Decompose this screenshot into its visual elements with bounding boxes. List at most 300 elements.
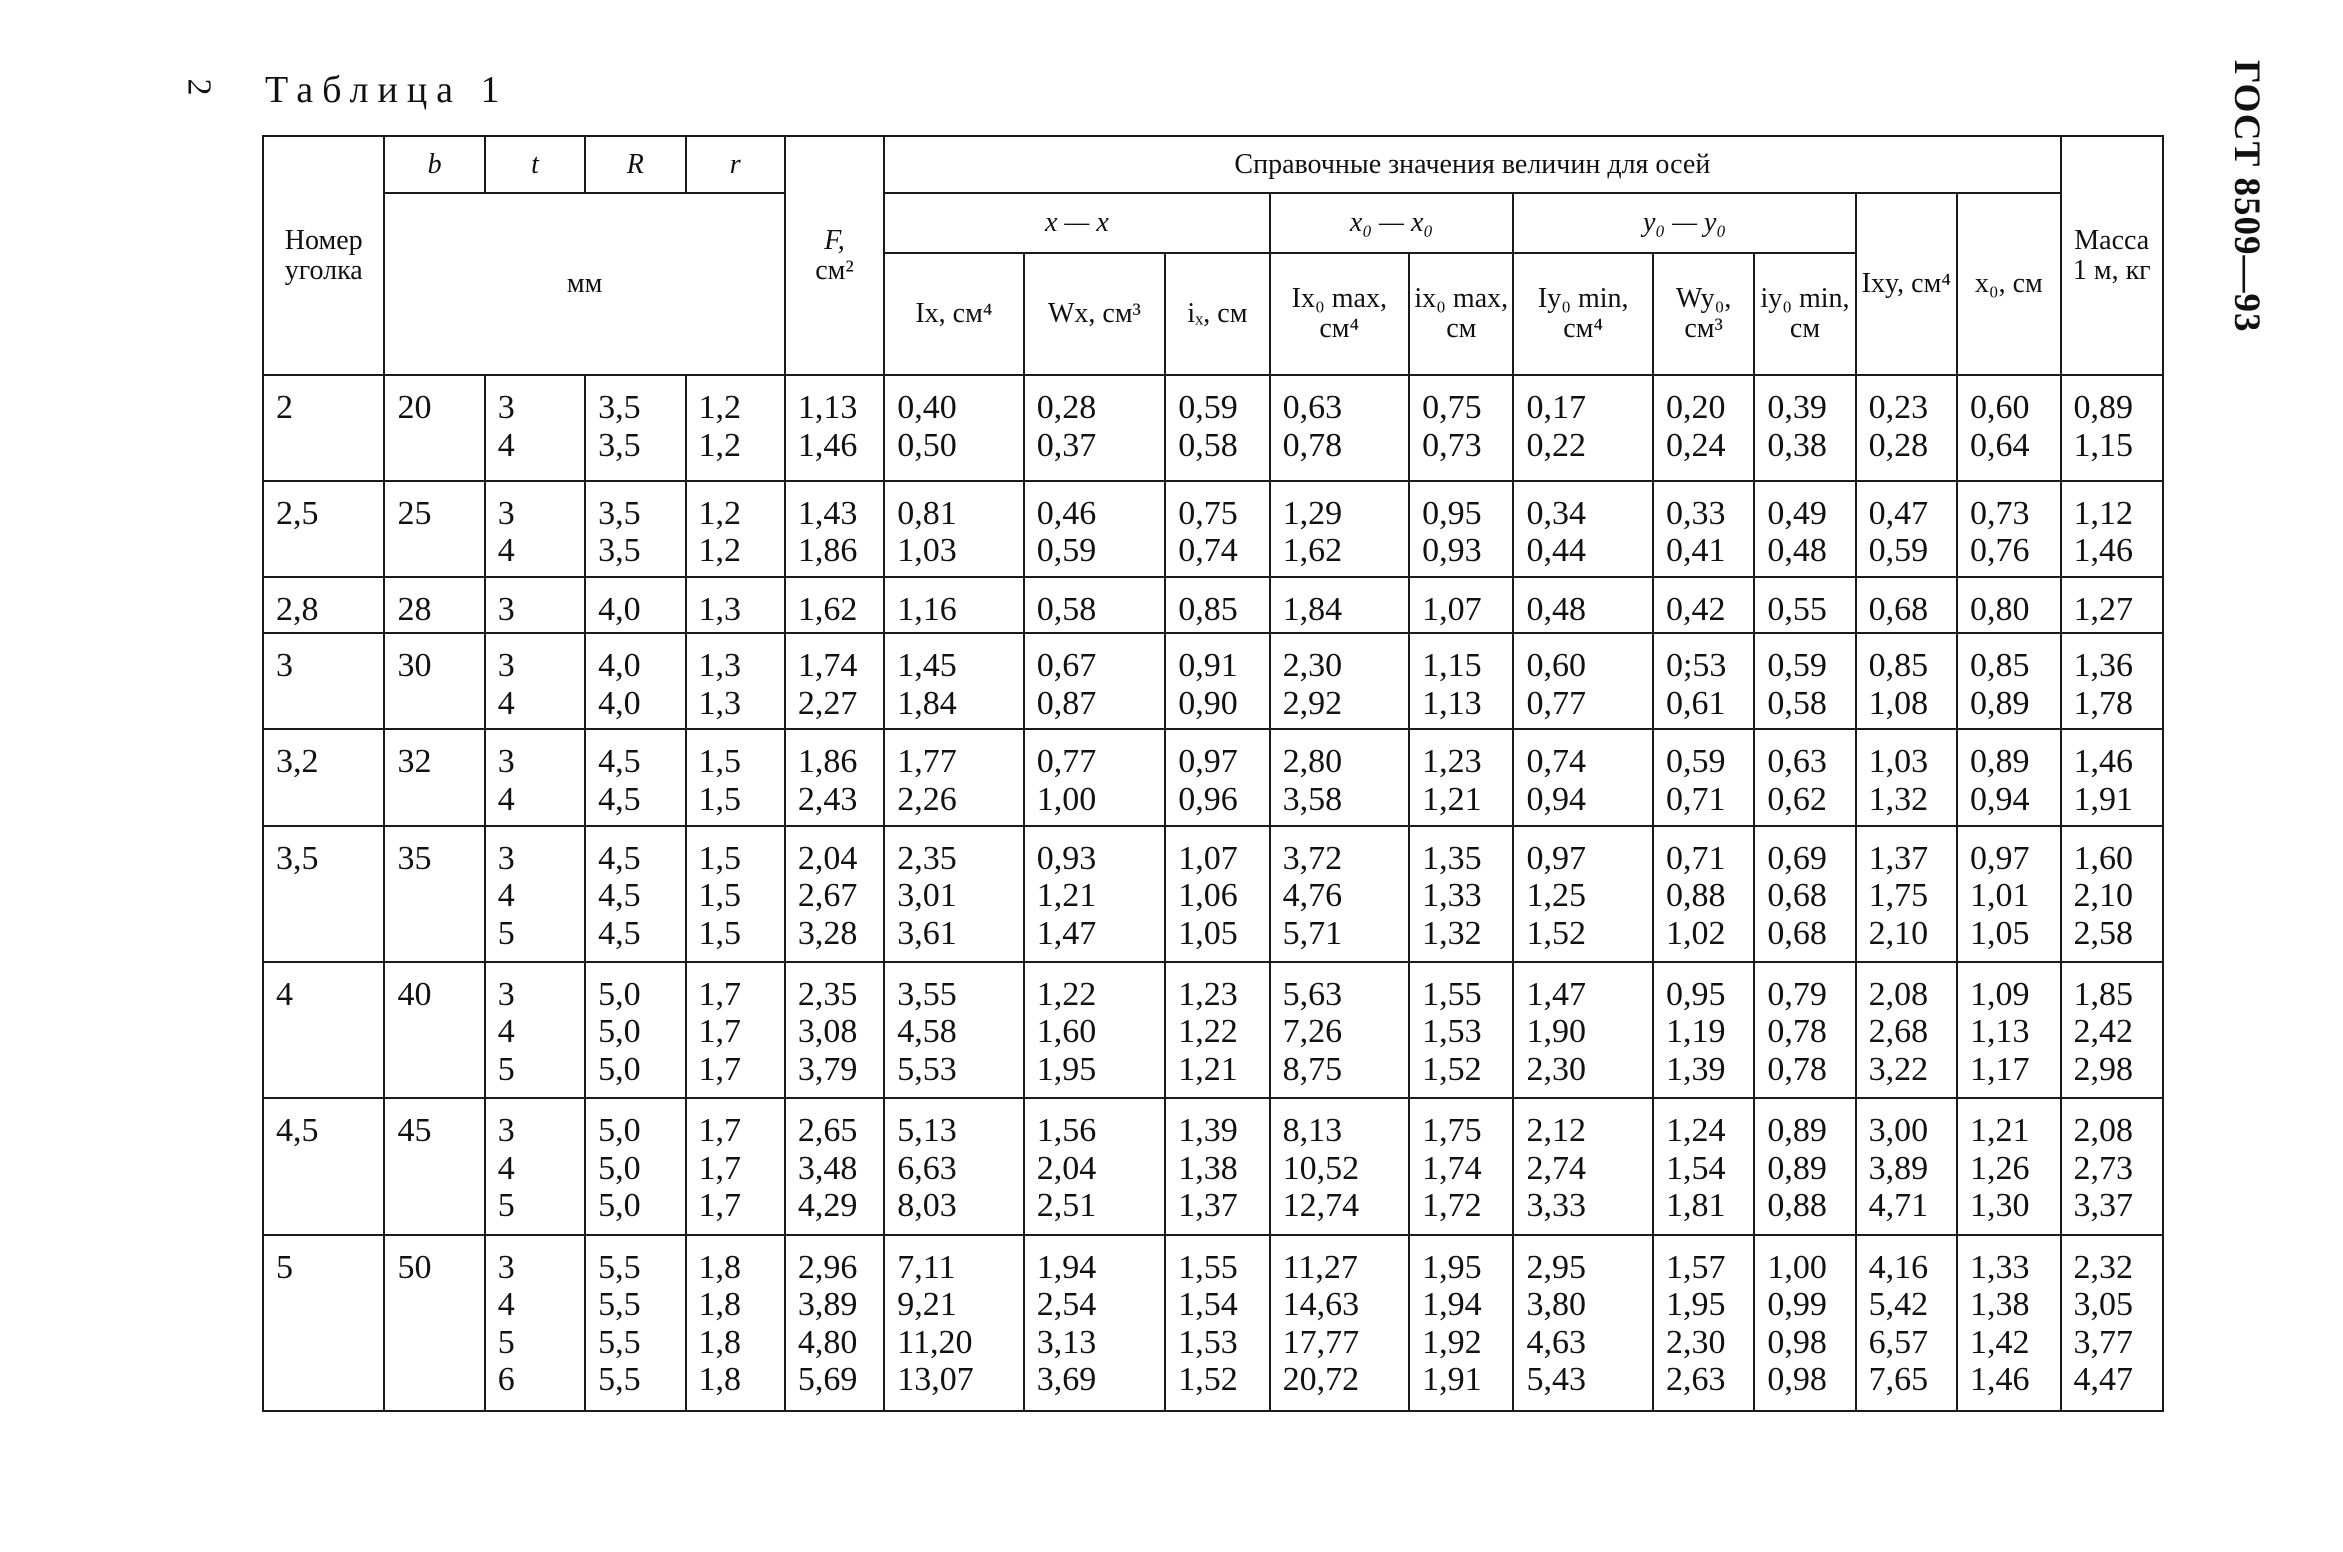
cell-R xyxy=(585,633,685,729)
cell-t xyxy=(485,962,585,1098)
cell-value: 5,0 xyxy=(598,1187,641,1225)
cell-value: 5,0 xyxy=(598,1013,641,1051)
cell-t xyxy=(485,1098,585,1234)
cell-value: 1,8 xyxy=(698,1248,742,1286)
header-Wx: Wx, см³ xyxy=(1024,253,1166,375)
cell-ix xyxy=(1165,826,1269,962)
cell-value: 1,15 xyxy=(1422,647,1482,685)
header-R: R xyxy=(585,136,685,193)
cell-iy0 xyxy=(1754,481,1855,577)
cell-b: 50 xyxy=(384,1235,484,1411)
cell-value: 4 xyxy=(497,1013,515,1051)
cell-F xyxy=(785,826,884,962)
cell-value: 0,64 xyxy=(1970,426,2030,464)
cell-value: 1,7 xyxy=(698,1187,742,1225)
cell-value: 1,7 xyxy=(698,975,742,1013)
cell-Wx xyxy=(1024,1235,1166,1411)
cell-value: 0,59 xyxy=(1178,389,1238,426)
cell-value: 1,32 xyxy=(1868,780,1929,818)
cell-R xyxy=(585,1098,685,1234)
header-t: t xyxy=(485,136,585,193)
cell-value: 0,98 xyxy=(1767,1361,1827,1399)
cell-value: 2,32 xyxy=(2073,1248,2134,1286)
cell-value: 2,04 xyxy=(797,839,858,877)
cell-value: 1,62 xyxy=(1282,532,1343,570)
cell-value: 3,5 xyxy=(598,426,641,464)
cell-value: 3,5 xyxy=(598,494,641,532)
cell-value: 5 xyxy=(497,1323,515,1361)
cell-value: 1,7 xyxy=(698,1149,742,1187)
cell-Ixy xyxy=(1856,375,1957,481)
cell-value: 1,05 xyxy=(1178,914,1238,952)
cell-value: 3 xyxy=(497,591,515,629)
cell-ix xyxy=(1165,1098,1269,1234)
cell-n: 4,5 xyxy=(263,1098,384,1234)
cell-value: 1,7 xyxy=(698,1050,742,1088)
header-axis-x: x — x xyxy=(884,193,1269,253)
cell-Ix xyxy=(884,375,1024,481)
cell-value: 2,98 xyxy=(2073,1050,2134,1088)
cell-Ix xyxy=(884,729,1024,825)
cell-value: 1,19 xyxy=(1665,1013,1726,1051)
cell-b: 40 xyxy=(384,962,484,1098)
cell-Iy0 xyxy=(1513,375,1653,481)
header-b: b xyxy=(384,136,484,193)
cell-value: 0,68 xyxy=(1868,591,1929,629)
cell-value: 0,95 xyxy=(1422,494,1482,532)
cell-t xyxy=(485,1235,585,1411)
cell-value: 2,63 xyxy=(1665,1361,1726,1399)
cell-value: 1,3 xyxy=(698,684,742,722)
standard-title: ГОСТ 8509—93 xyxy=(2226,60,2267,333)
header-iy0: iy₀ min, см xyxy=(1754,253,1855,375)
cell-Ix xyxy=(884,1098,1024,1234)
cell-value: 11,27 xyxy=(1282,1248,1358,1286)
cell-value: 0,24 xyxy=(1665,426,1726,464)
cell-Wy0 xyxy=(1653,1235,1754,1411)
cell-value: 2,80 xyxy=(1282,743,1343,781)
cell-value: 3 xyxy=(497,1248,515,1286)
cell-value: 0,91 xyxy=(1178,647,1238,685)
cell-value: 1,78 xyxy=(2073,684,2134,722)
cell-ix xyxy=(1165,481,1269,577)
cell-Wy0 xyxy=(1653,826,1754,962)
cell-value: 0,80 xyxy=(1970,591,2030,629)
cell-value: 0,81 xyxy=(897,494,957,532)
cell-value: 1,84 xyxy=(897,684,957,722)
cell-value: 4,5 xyxy=(598,780,641,818)
cell-value: 1,5 xyxy=(698,914,742,952)
cell-value: 0,47 xyxy=(1868,494,1929,532)
cell-value: 0,73 xyxy=(1970,494,2030,532)
cell-value: 0,78 xyxy=(1282,426,1343,464)
cell-value: 1,77 xyxy=(897,743,957,781)
cell-F xyxy=(785,577,884,633)
cell-F xyxy=(785,1098,884,1234)
cell-value: 0,37 xyxy=(1036,426,1097,464)
header-reference: Справочные значения величин для осей xyxy=(884,136,2060,193)
cell-R xyxy=(585,481,685,577)
cell-value: 1,75 xyxy=(1868,877,1929,915)
cell-value: 0,89 xyxy=(1970,743,2030,781)
cell-value: 0,58 xyxy=(1767,684,1827,722)
cell-value: 1,16 xyxy=(897,591,957,629)
cell-m xyxy=(2061,729,2163,825)
cell-value: 1,46 xyxy=(2073,743,2134,781)
cell-iy0 xyxy=(1754,1098,1855,1234)
cell-value: 4 xyxy=(497,877,515,915)
cell-value: 3,01 xyxy=(897,877,957,915)
header-area xyxy=(785,136,884,375)
cell-value: 0,38 xyxy=(1767,426,1827,464)
cell-value: 3,61 xyxy=(897,914,957,952)
cell-value: 1,75 xyxy=(1422,1112,1482,1150)
cell-value: 1,7 xyxy=(698,1112,742,1150)
cell-value: 13,07 xyxy=(897,1361,974,1399)
cell-value: 1,08 xyxy=(1868,684,1929,722)
cell-ix0 xyxy=(1409,481,1513,577)
cell-b: 32 xyxy=(384,729,484,825)
cell-b: 28 xyxy=(384,577,484,633)
cell-Wy0 xyxy=(1653,577,1754,633)
cell-iy0 xyxy=(1754,1235,1855,1411)
cell-value: 0,89 xyxy=(2073,389,2134,426)
cell-iy0 xyxy=(1754,826,1855,962)
cell-value: 1,36 xyxy=(2073,647,2134,685)
cell-Ixy xyxy=(1856,633,1957,729)
cell-value: 4,29 xyxy=(797,1187,858,1225)
cell-value: 5,63 xyxy=(1282,975,1343,1013)
cell-value: 0,48 xyxy=(1526,591,1586,629)
cell-r xyxy=(686,826,785,962)
cell-t xyxy=(485,577,585,633)
table-row xyxy=(263,375,2163,481)
cell-value: 3,13 xyxy=(1036,1323,1097,1361)
cell-value: 1,94 xyxy=(1036,1248,1097,1286)
cell-Ix0 xyxy=(1270,375,1410,481)
cell-value: 1,55 xyxy=(1422,975,1482,1013)
cell-value: 1,22 xyxy=(1178,1013,1238,1051)
cell-x0 xyxy=(1957,1098,2061,1234)
cell-value: 1,00 xyxy=(1036,780,1097,818)
header-x0: x₀, см xyxy=(1957,193,2061,375)
cell-value: 1,52 xyxy=(1422,1050,1482,1088)
cell-value: 3,89 xyxy=(797,1286,858,1324)
cell-Ix xyxy=(884,633,1024,729)
header-axis-x0: x₀ — x₀ xyxy=(1270,193,1514,253)
cell-value: 0,75 xyxy=(1422,389,1482,426)
cell-value: 2,68 xyxy=(1868,1013,1929,1051)
cell-value: 1,74 xyxy=(797,647,858,685)
cell-value: 4 xyxy=(497,426,515,464)
header-Ixy: Ixy, см⁴ xyxy=(1856,193,1957,375)
cell-value: 5,0 xyxy=(598,1050,641,1088)
table-row xyxy=(263,826,2163,962)
header-Iy0: Iy₀ min, см⁴ xyxy=(1513,253,1653,375)
cell-value: 0,46 xyxy=(1036,494,1097,532)
cell-value: 1,45 xyxy=(897,647,957,685)
cell-value: 1,46 xyxy=(797,426,858,464)
cell-Ix xyxy=(884,826,1024,962)
cell-value: 1,5 xyxy=(698,780,742,818)
cell-value: 1,5 xyxy=(698,839,742,877)
cell-Iy0 xyxy=(1513,577,1653,633)
cell-value: 1,21 xyxy=(1422,780,1482,818)
cell-value: 1,60 xyxy=(2073,839,2134,877)
cell-value: 17,77 xyxy=(1282,1323,1360,1361)
cell-Wx xyxy=(1024,729,1166,825)
cell-value: 7,11 xyxy=(897,1248,956,1286)
cell-value: 1,03 xyxy=(897,532,957,570)
cell-value: 1,46 xyxy=(2073,532,2134,570)
cell-value: 1,2 xyxy=(698,532,742,570)
cell-Wx xyxy=(1024,962,1166,1098)
cell-value: 1,42 xyxy=(1970,1323,2030,1361)
cell-value: 3,5 xyxy=(598,389,641,426)
cell-value: 0,42 xyxy=(1665,591,1726,629)
cell-m xyxy=(2061,1235,2163,1411)
cell-value: 1,53 xyxy=(1178,1323,1238,1361)
cell-value: 0,49 xyxy=(1767,494,1827,532)
cell-R xyxy=(585,962,685,1098)
cell-Wx xyxy=(1024,826,1166,962)
table-header xyxy=(263,136,2163,375)
cell-r xyxy=(686,375,785,481)
cell-value: 2,43 xyxy=(797,780,858,818)
header-r: r xyxy=(686,136,785,193)
cell-value: 0,74 xyxy=(1526,743,1586,781)
cell-Iy0 xyxy=(1513,1098,1653,1234)
cell-ix xyxy=(1165,729,1269,825)
cell-value: 3,08 xyxy=(797,1013,858,1051)
cell-value: 1,94 xyxy=(1422,1286,1482,1324)
cell-Wx xyxy=(1024,577,1166,633)
cell-value: 1,95 xyxy=(1036,1050,1097,1088)
cell-value: 0,59 xyxy=(1665,743,1726,781)
cell-value: 10,52 xyxy=(1282,1149,1360,1187)
cell-Ix0 xyxy=(1270,962,1410,1098)
cell-value: 0,94 xyxy=(1526,780,1586,818)
header-Ix: Ix, см⁴ xyxy=(884,253,1024,375)
cell-value: 0,75 xyxy=(1178,494,1238,532)
cell-value: 1,47 xyxy=(1526,975,1586,1013)
cell-value: 0,79 xyxy=(1767,975,1827,1013)
cell-value: 1,72 xyxy=(1422,1187,1482,1225)
cell-value: 2,65 xyxy=(797,1112,858,1150)
cell-value: 0,88 xyxy=(1665,877,1726,915)
cell-Ix0 xyxy=(1270,1235,1410,1411)
header-ix0: ix₀ max, см xyxy=(1409,253,1513,375)
cell-b: 20 xyxy=(384,375,484,481)
cell-value: 2,27 xyxy=(797,684,858,722)
cell-value: 1,54 xyxy=(1665,1149,1726,1187)
cell-x0 xyxy=(1957,375,2061,481)
cell-value: 1,8 xyxy=(698,1361,742,1399)
cell-value: 0,71 xyxy=(1665,780,1726,818)
cell-Ixy xyxy=(1856,826,1957,962)
cell-value: 1,55 xyxy=(1178,1248,1238,1286)
cell-value: 4,47 xyxy=(2073,1361,2134,1399)
cell-Ix0 xyxy=(1270,481,1410,577)
cell-n: 2,8 xyxy=(263,577,384,633)
cell-value: 0,59 xyxy=(1036,532,1097,570)
cell-value: 0,94 xyxy=(1970,780,2030,818)
cell-value: 2,30 xyxy=(1526,1050,1586,1088)
cell-ix xyxy=(1165,962,1269,1098)
cell-value: 5,5 xyxy=(598,1248,641,1286)
cell-value: 0,85 xyxy=(1178,591,1238,629)
cell-value: 0,96 xyxy=(1178,780,1238,818)
cell-value: 3,69 xyxy=(1036,1361,1097,1399)
cell-ix0 xyxy=(1409,1235,1513,1411)
cell-value: 5,0 xyxy=(598,1149,641,1187)
cell-x0 xyxy=(1957,633,2061,729)
cell-value: 3 xyxy=(497,1112,515,1150)
cell-value: 4 xyxy=(497,1149,515,1187)
cell-value: 2,58 xyxy=(2073,914,2134,952)
cell-value: 1,95 xyxy=(1665,1286,1726,1324)
page-number: 2 xyxy=(180,78,218,96)
cell-value: 4,80 xyxy=(797,1323,858,1361)
cell-value: 2,26 xyxy=(897,780,957,818)
cell-value: 2,74 xyxy=(1526,1149,1586,1187)
table-row xyxy=(263,1098,2163,1234)
cell-value: 4,5 xyxy=(598,914,641,952)
cell-value: 8,13 xyxy=(1282,1112,1343,1150)
cell-value: 1,13 xyxy=(1970,1013,2030,1051)
cell-value: 1,12 xyxy=(2073,494,2134,532)
table-row xyxy=(263,481,2163,577)
cell-value: 0;53 xyxy=(1665,647,1727,685)
cell-n: 4 xyxy=(263,962,384,1098)
cell-x0 xyxy=(1957,962,2061,1098)
angle-profile-table xyxy=(262,135,2164,1412)
cell-R xyxy=(585,826,685,962)
cell-value: 1,21 xyxy=(1036,877,1097,915)
cell-iy0 xyxy=(1754,633,1855,729)
cell-ix0 xyxy=(1409,375,1513,481)
cell-value: 1,8 xyxy=(698,1286,742,1324)
cell-value: 2,51 xyxy=(1036,1187,1097,1225)
cell-value: 2,54 xyxy=(1036,1286,1097,1324)
cell-value: 0,77 xyxy=(1526,684,1586,722)
cell-Iy0 xyxy=(1513,729,1653,825)
cell-value: 1,91 xyxy=(2073,780,2134,818)
cell-value: 0,78 xyxy=(1767,1050,1827,1088)
cell-value: 0,93 xyxy=(1036,839,1097,877)
cell-x0 xyxy=(1957,481,2061,577)
cell-value: 1,21 xyxy=(1970,1112,2030,1150)
table-body xyxy=(263,375,2163,1411)
cell-value: 1,86 xyxy=(797,743,858,781)
cell-value: 5,71 xyxy=(1282,914,1343,952)
cell-value: 0,59 xyxy=(1868,532,1929,570)
cell-n: 3 xyxy=(263,633,384,729)
cell-value: 1,7 xyxy=(698,1013,742,1051)
cell-value: 1,13 xyxy=(1422,684,1482,722)
cell-value: 2,30 xyxy=(1665,1323,1726,1361)
cell-value: 1,37 xyxy=(1178,1187,1238,1225)
cell-b: 45 xyxy=(384,1098,484,1234)
cell-ix xyxy=(1165,633,1269,729)
cell-value: 0,63 xyxy=(1282,389,1343,426)
cell-value: 3,5 xyxy=(598,532,641,570)
cell-r xyxy=(686,729,785,825)
cell-value: 1,38 xyxy=(1178,1149,1238,1187)
cell-b: 25 xyxy=(384,481,484,577)
cell-Ixy xyxy=(1856,729,1957,825)
cell-value: 0,63 xyxy=(1767,743,1827,781)
cell-r xyxy=(686,962,785,1098)
cell-Wx xyxy=(1024,633,1166,729)
cell-value: 4,5 xyxy=(598,839,641,877)
cell-value: 1,54 xyxy=(1178,1286,1238,1324)
cell-value: 0,20 xyxy=(1665,389,1726,426)
cell-value: 2,10 xyxy=(1868,914,1929,952)
cell-t xyxy=(485,826,585,962)
cell-x0 xyxy=(1957,577,2061,633)
cell-value: 5 xyxy=(497,1187,515,1225)
cell-value: 4 xyxy=(497,1286,515,1324)
cell-value: 0,85 xyxy=(1868,647,1929,685)
cell-value: 5,5 xyxy=(598,1361,641,1399)
cell-m xyxy=(2061,481,2163,577)
cell-value: 0,34 xyxy=(1526,494,1586,532)
cell-m xyxy=(2061,1098,2163,1234)
cell-F xyxy=(785,1235,884,1411)
cell-Wy0 xyxy=(1653,375,1754,481)
cell-Ix xyxy=(884,1235,1024,1411)
cell-value: 3,37 xyxy=(2073,1187,2134,1225)
cell-Ix0 xyxy=(1270,577,1410,633)
cell-value: 1,47 xyxy=(1036,914,1097,952)
cell-value: 1,2 xyxy=(698,494,742,532)
table-caption: Таблица 1 xyxy=(265,69,509,111)
cell-Ix0 xyxy=(1270,1098,1410,1234)
cell-m xyxy=(2061,826,2163,962)
cell-value: 6,63 xyxy=(897,1149,957,1187)
cell-Ix xyxy=(884,577,1024,633)
cell-F xyxy=(785,729,884,825)
cell-value: 5,43 xyxy=(1526,1361,1586,1399)
cell-value: 1,3 xyxy=(698,591,742,629)
cell-value: 0,89 xyxy=(1970,684,2030,722)
cell-Iy0 xyxy=(1513,481,1653,577)
cell-value: 5 xyxy=(497,914,515,952)
cell-value: 5,69 xyxy=(797,1361,858,1399)
cell-ix0 xyxy=(1409,577,1513,633)
cell-value: 1,39 xyxy=(1665,1050,1726,1088)
cell-value: 0,61 xyxy=(1665,684,1726,722)
cell-ix0 xyxy=(1409,1098,1513,1234)
cell-value: 0,28 xyxy=(1036,389,1097,426)
cell-value: 3,05 xyxy=(2073,1286,2134,1324)
cell-value: 2,04 xyxy=(1036,1149,1097,1187)
cell-value: 0,98 xyxy=(1767,1323,1827,1361)
cell-value: 5,53 xyxy=(897,1050,957,1088)
cell-value: 9,21 xyxy=(897,1286,957,1324)
cell-m xyxy=(2061,577,2163,633)
table-row xyxy=(263,633,2163,729)
cell-value: 1,85 xyxy=(2073,975,2134,1013)
cell-value: 4 xyxy=(497,532,515,570)
cell-value: 6 xyxy=(497,1361,515,1399)
cell-value: 7,65 xyxy=(1868,1361,1929,1399)
cell-value: 0,58 xyxy=(1178,426,1238,464)
cell-value: 1,90 xyxy=(1526,1013,1586,1051)
cell-value: 0,97 xyxy=(1526,839,1586,877)
cell-n: 2,5 xyxy=(263,481,384,577)
